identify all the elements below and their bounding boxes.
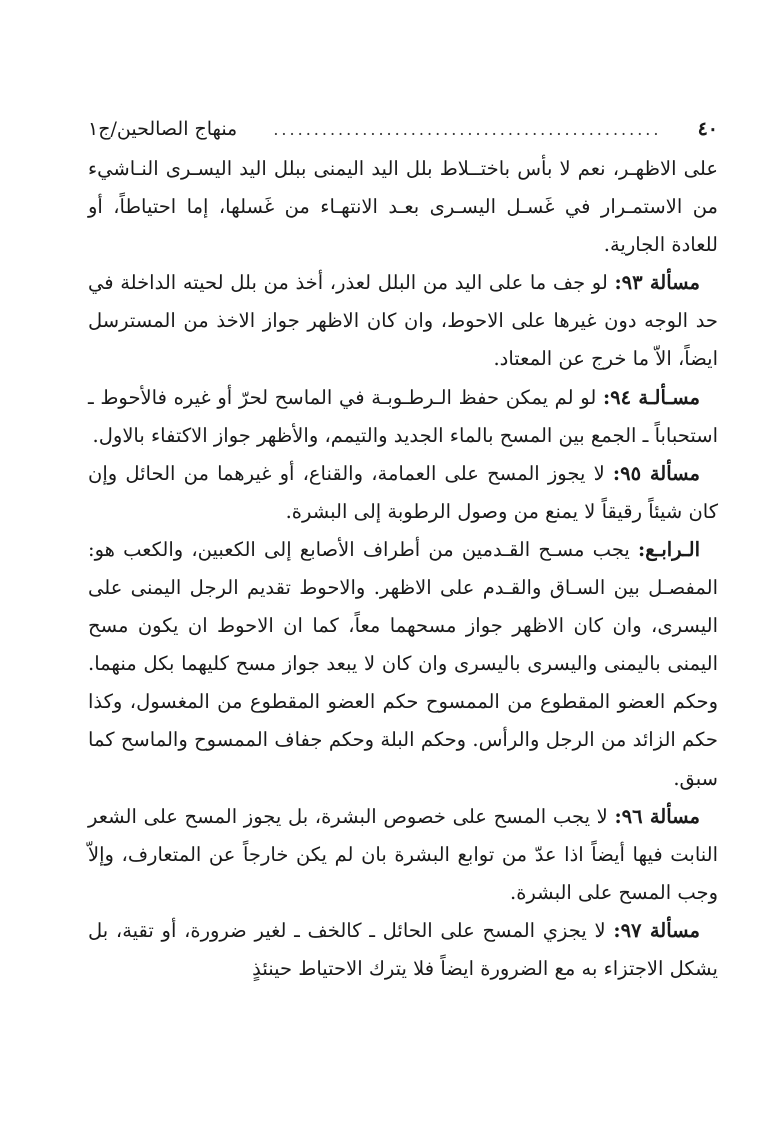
paragraph-text: يجب مسـح القـدمين من أطراف الأصابع إلى الكعبين، والكعب هو: المفصـل بين السـاق والقـدم على الاظهر. والاحوط تقديم الرجل اليمنى على اليسرى، وان كان الاظهر جواز مسحهما معاً، كما ان الاحوط ان يكون مسح اليمنى باليمنى واليسرى باليسرى وان كان لا يبعد جواز مسح كليهما بكل منهما. وحكم العضو المقطوع من الممسوح حكم العضو المقطوع من المغسول، وكذا حكم الزائد من الرجل والرأس. وحكم البلة وحكم جفاف الممسوح والماسح كما سبق. — [88, 537, 718, 790]
paragraph-fourth-section — [88, 531, 718, 798]
issue-label: مسألة ٩٥: — [612, 461, 700, 485]
paragraph-issue-94 — [88, 379, 718, 455]
issue-label: مسألة ٩٧: — [613, 918, 701, 942]
paragraph-text: لا يجزي المسح على الحائل ـ كالخف ـ لغير ضرورة، أو تقية، بل يشكل الاجتزاء به مع الضرورة ايضاً فلا يترك الاحتياط حينئذٍ — [88, 918, 718, 980]
paragraph-text: على الاظهـر، نعم لا بأس باختــلاط بلل اليد اليمنى ببلل اليد اليسـرى النـاشيء من الاستمـرار في غَسـل اليسـرى بعـد الانتهـاء من غَسلها، إما احتياطاً، أو للعادة الجارية. — [88, 157, 718, 257]
page-number: ٤٠ — [697, 118, 718, 140]
issue-label: مسألة ٩٦: — [614, 804, 701, 828]
header-leader-dots: ................................................ — [273, 120, 662, 139]
paragraph-continuation — [88, 150, 718, 264]
body-text — [88, 150, 718, 988]
page-header — [88, 112, 718, 146]
paragraph-text: لو لم يمكن حفظ الـرطـوبـة في الماسح لحرّ أو غيره فالأحوط ـ استحباباً ـ الجمع بين المسح بالماء الجديد والتيمم، والأظهر جواز الاكتفاء بالاول. — [88, 385, 718, 447]
issue-label: مسـألـة ٩٤: — [602, 385, 700, 409]
issue-label: مسألة ٩٣: — [614, 271, 701, 295]
book-page — [88, 112, 718, 988]
running-title: منهاج الصالحين/ج١ — [88, 118, 238, 140]
paragraph-text: لا يجوز المسح على العمامة، والقناع، أو غيرهما من الحائل وإن كان شيئاً رقيقاً لا يمنع من وصول الرطوبة إلى البشرة. — [88, 461, 718, 523]
section-label: الـرابـع: — [638, 537, 700, 561]
paragraph-issue-97 — [88, 912, 718, 988]
paragraph-issue-95 — [88, 455, 718, 531]
paragraph-text: لو جف ما على اليد من البلل لعذر، أخذ من بلل لحيته الداخلة في حد الوجه دون غيرها على الاحوط، وان كان الاظهر جواز الاخذ من المسترسل ايضاً، الاّ ما خرج عن المعتاد. — [88, 271, 718, 371]
paragraph-issue-96 — [88, 798, 718, 912]
paragraph-issue-93 — [88, 264, 718, 378]
paragraph-text: لا يجب المسح على خصوص البشرة، بل يجوز المسح على الشعر النابت فيها أيضاً اذا عدّ من توابع البشرة بان لم يكن خارجاً عن المتعارف، وإلاّ وجب المسح على البشرة. — [88, 804, 718, 904]
